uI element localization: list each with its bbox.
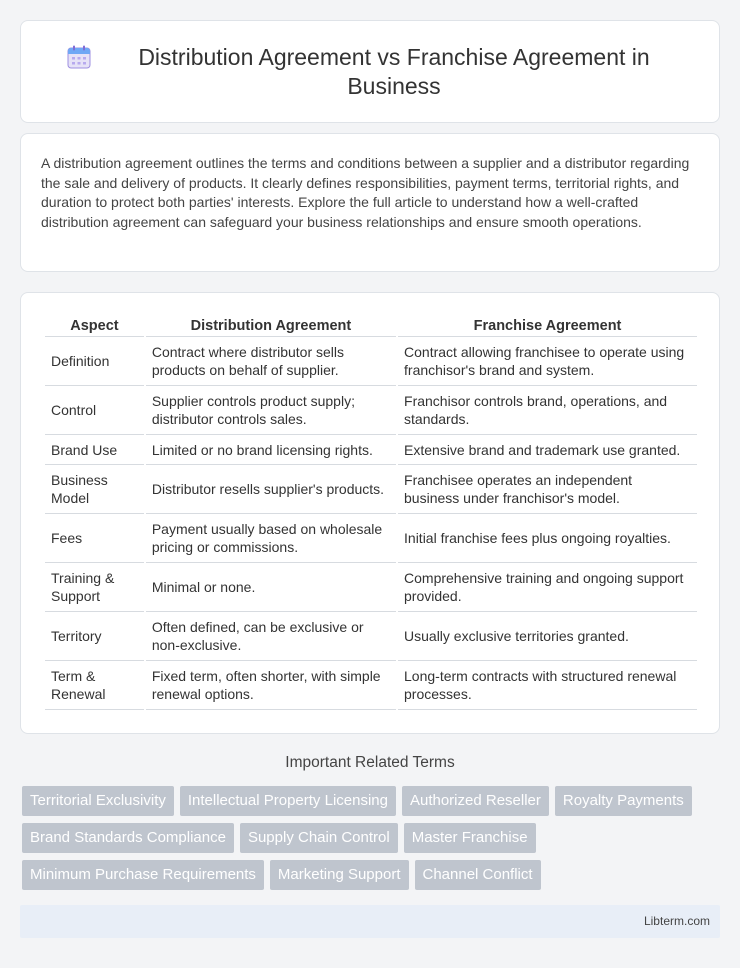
comparison-table-card — [20, 292, 720, 734]
cell-aspect: Term & Renewal — [45, 661, 144, 710]
cell-distribution: Minimal or none. — [146, 563, 396, 612]
cell-distribution: Payment usually based on wholesale pricing or commissions. — [146, 514, 396, 563]
cell-aspect: Business Model — [45, 465, 144, 514]
cell-franchise: Extensive brand and trademark use granted. — [398, 435, 697, 465]
related-term-tag[interactable]: Supply Chain Control — [240, 823, 398, 853]
cell-aspect: Training & Support — [45, 563, 144, 612]
page-title: Distribution Agreement vs Franchise Agreement in Business — [138, 43, 650, 99]
intro-card — [20, 133, 720, 272]
cell-distribution: Supplier controls product supply; distributor controls sales. — [146, 386, 396, 435]
cell-franchise: Initial franchise fees plus ongoing royalties. — [398, 514, 697, 563]
cell-aspect: Fees — [45, 514, 144, 563]
cell-aspect: Control — [45, 386, 144, 435]
related-term-tag[interactable]: Intellectual Property Licensing — [180, 786, 396, 816]
header-aspect: Aspect — [45, 313, 144, 337]
table-header-row — [45, 313, 697, 337]
cell-franchise: Contract allowing franchisee to operate using franchisor's brand and system. — [398, 337, 697, 386]
table-row — [45, 337, 697, 386]
calendar-icon — [66, 44, 92, 70]
footer-site-link[interactable]: Libterm.com — [643, 914, 710, 928]
header-franchise: Franchise Agreement — [398, 313, 697, 337]
related-term-tag[interactable]: Master Franchise — [404, 823, 536, 853]
table-row — [45, 435, 697, 465]
header-card — [20, 20, 720, 123]
table-row — [45, 661, 697, 710]
cell-distribution: Limited or no brand licensing rights. — [146, 435, 396, 465]
footer — [20, 905, 720, 938]
related-term-tag[interactable]: Territorial Exclusivity — [22, 786, 174, 816]
cell-distribution: Distributor resells supplier's products. — [146, 465, 396, 514]
related-terms-title: Important Related Terms — [285, 754, 455, 771]
comparison-table — [43, 313, 699, 710]
cell-distribution: Often defined, can be exclusive or non-exclusive. — [146, 612, 396, 661]
cell-franchise: Long-term contracts with structured renewal processes. — [398, 661, 697, 710]
related-term-tag[interactable]: Royalty Payments — [555, 786, 692, 816]
header-distribution: Distribution Agreement — [146, 313, 396, 337]
title-wrap — [50, 43, 690, 101]
table-row — [45, 514, 697, 563]
table-row — [45, 563, 697, 612]
related-term-tag[interactable]: Marketing Support — [270, 860, 409, 890]
related-term-tag[interactable]: Minimum Purchase Requirements — [22, 860, 264, 890]
table-row — [45, 386, 697, 435]
table-row — [45, 612, 697, 661]
cell-aspect: Brand Use — [45, 435, 144, 465]
table-row — [45, 465, 697, 514]
cell-distribution: Fixed term, often shorter, with simple renewal options. — [146, 661, 396, 710]
cell-franchise: Franchisee operates an independent business under franchisor's model. — [398, 465, 697, 514]
related-term-tag[interactable]: Authorized Reseller — [402, 786, 549, 816]
cell-aspect: Territory — [45, 612, 144, 661]
related-term-tag[interactable]: Channel Conflict — [415, 860, 541, 890]
intro-text: A distribution agreement outlines the terms and conditions between a supplier and a distributor regarding the sale and delivery of products. It clearly defines responsibilities, payment terms, territorial rights, and duration to protect both parties' interests. Explore the full article to understand how a well-crafted distribution agreement can safeguard your business relationships and ensure smooth operations. — [41, 155, 690, 230]
cell-franchise: Usually exclusive territories granted. — [398, 612, 697, 661]
related-terms-list — [22, 786, 722, 890]
cell-distribution: Contract where distributor sells products on behalf of supplier. — [146, 337, 396, 386]
cell-aspect: Definition — [45, 337, 144, 386]
related-term-tag[interactable]: Brand Standards Compliance — [22, 823, 234, 853]
cell-franchise: Franchisor controls brand, operations, and standards. — [398, 386, 697, 435]
cell-franchise: Comprehensive training and ongoing support provided. — [398, 563, 697, 612]
